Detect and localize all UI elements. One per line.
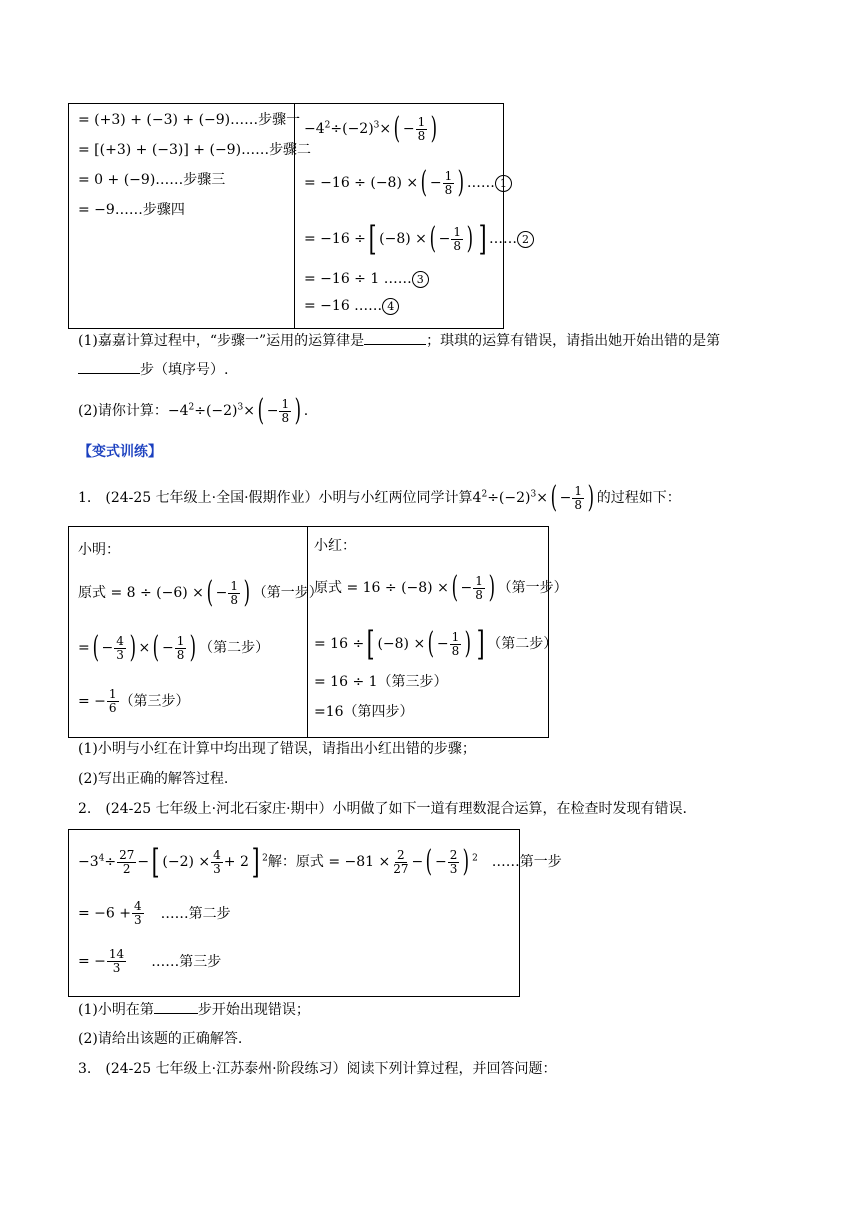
- answer-blank-3[interactable]: [154, 1013, 198, 1014]
- answer-blank-1[interactable]: [364, 344, 426, 345]
- xiaoming-line-1: 原式 = 8 ÷ (−6) ×( − $\frac{1}{8}$ ) （第一步）: [78, 575, 323, 610]
- fraction: $\frac{1}{8}$: [230, 578, 239, 607]
- problem-2-line-1: $-3^4\div$ $\frac{27}{2}$ −[ (−2) × $\frac{4}{3}$ + 2] $^2$解：原式 = −81 × $\frac{2}{27}$ −( − $\frac{2}{3}$ ) $^2$ ……第一步: [78, 842, 562, 882]
- jiajia-line-1: = (+3) + (−3) + (−9)……步骤一: [78, 112, 301, 128]
- circled-number-4: 4: [382, 298, 399, 315]
- fraction: $\frac{2}{27}$: [393, 847, 409, 876]
- question-2: (2)请你计算：$-4^2\div(-2)^3\times$( − $\frac{1}{8}$ ) .: [78, 393, 309, 428]
- problem-2-line-3: = − $\frac{14}{3}$ ……第三步: [78, 947, 222, 975]
- qiqi-line-2: = −16 ÷ (−8) ×( − $\frac{1}{8}$ ) …… 1: [304, 168, 512, 198]
- qiqi-line-5: = −16 …… 4: [304, 296, 399, 316]
- circled-number-1: 1: [495, 175, 512, 192]
- problem-1-intro: 1. (24-25 七年级上·全国·假期作业）小明与小红两位同学计算$4^2\div(-2)^3\times$( − $\frac{1}{8}$ ) 的过程如下：: [78, 480, 681, 515]
- problem-2-sub-2: (2)请给出该题的正确解答.: [78, 1031, 243, 1047]
- problem-3-intro: 3. (24-25 七年级上·江苏泰州·阶段练习）阅读下列计算过程，并回答问题：: [78, 1061, 557, 1077]
- jiajia-line-2: = [(+3) + (−3)] + (−9)……步骤二: [78, 142, 312, 158]
- xiaoming-title: 小明：: [78, 542, 120, 558]
- qiqi-line-3: = −16 ÷[ (−8) ×( − $\frac{1}{8}$ ) ] …… 2: [304, 222, 534, 256]
- fraction: $\frac{1}{8}$: [444, 168, 453, 197]
- fraction: $\frac{1}{6}$: [108, 687, 117, 715]
- xiaoming-line-3: = − $\frac{1}{6}$ （第三步）: [78, 687, 190, 715]
- fraction: $\frac{1}{8}$: [281, 396, 290, 425]
- fraction: $\frac{14}{3}$: [108, 947, 125, 975]
- fraction: $\frac{1}{8}$: [574, 483, 583, 512]
- qiqi-line-1: $-4^2\div(-2)^3\times$( − $\frac{1}{8}$ ): [304, 111, 438, 146]
- problem-2-line-2: = −6 + $\frac{4}{3}$ ……第二步: [78, 899, 231, 927]
- xiaohong-line-1: 原式 = 16 ÷ (−8) ×( − $\frac{1}{8}$ ) （第一步）: [314, 570, 568, 605]
- fraction: $\frac{1}{8}$: [176, 633, 185, 662]
- xiaohong-line-2: = 16 ÷[ (−8) ×( − $\frac{1}{8}$ ) ] （第二步）: [314, 624, 558, 664]
- fraction: $\frac{27}{2}$: [119, 847, 135, 876]
- answer-blank-2[interactable]: [78, 373, 140, 374]
- fraction: $\frac{1}{8}$: [451, 629, 460, 658]
- problem-1-sub-1: (1)小明与小红在计算中均出现了错误，请指出小红出错的步骤；: [78, 741, 476, 757]
- fraction: $\frac{4}{3}$: [134, 899, 142, 927]
- fraction: $\frac{1}{8}$: [417, 114, 426, 143]
- fraction: $\frac{2}{3}$: [449, 847, 458, 876]
- jiajia-line-4: = −9……步骤四: [78, 202, 185, 218]
- problem-2-sub-1: (1)小明在第 步开始出现错误；: [78, 1002, 310, 1018]
- fraction: $\frac{1}{8}$: [453, 224, 462, 253]
- question-1-cont: 步（填序号）.: [78, 360, 228, 380]
- circled-number-3: 3: [412, 271, 429, 288]
- jiajia-line-3: = 0 + (−9)……步骤三: [78, 172, 226, 188]
- section-heading: 【变式训练】: [78, 444, 162, 460]
- fraction: $\frac{4}{3}$: [116, 633, 124, 662]
- xiaohong-title: 小红：: [314, 538, 356, 554]
- xiaohong-line-3: = 16 ÷ 1（第三步）: [314, 674, 448, 690]
- problem-1-sub-2: (2)写出正确的解答过程.: [78, 771, 229, 787]
- xiaoming-line-2: =( − $\frac{4}{3}$ ) ×( − $\frac{1}{8}$ ) （第二步）: [78, 630, 270, 665]
- question-1: (1)嘉嘉计算过程中，“步骤一”运用的运算律是 ；琪琪的运算有错误，请指出她开始出错的是第: [78, 333, 721, 349]
- table-2-divider: [307, 526, 308, 737]
- fraction: $\frac{1}{8}$: [475, 573, 483, 602]
- problem-2-intro: 2. (24-25 七年级上·河北石家庄·期中）小明做了如下一道有理数混合运算，在检查时发现有错误.: [78, 801, 687, 817]
- fraction: $\frac{4}{3}$: [213, 847, 221, 876]
- table-1-divider: [294, 103, 295, 328]
- qiqi-line-4: = −16 ÷ 1 …… 3: [304, 269, 429, 289]
- circled-number-2: 2: [517, 231, 534, 248]
- xiaohong-line-4: =16（第四步）: [314, 704, 414, 720]
